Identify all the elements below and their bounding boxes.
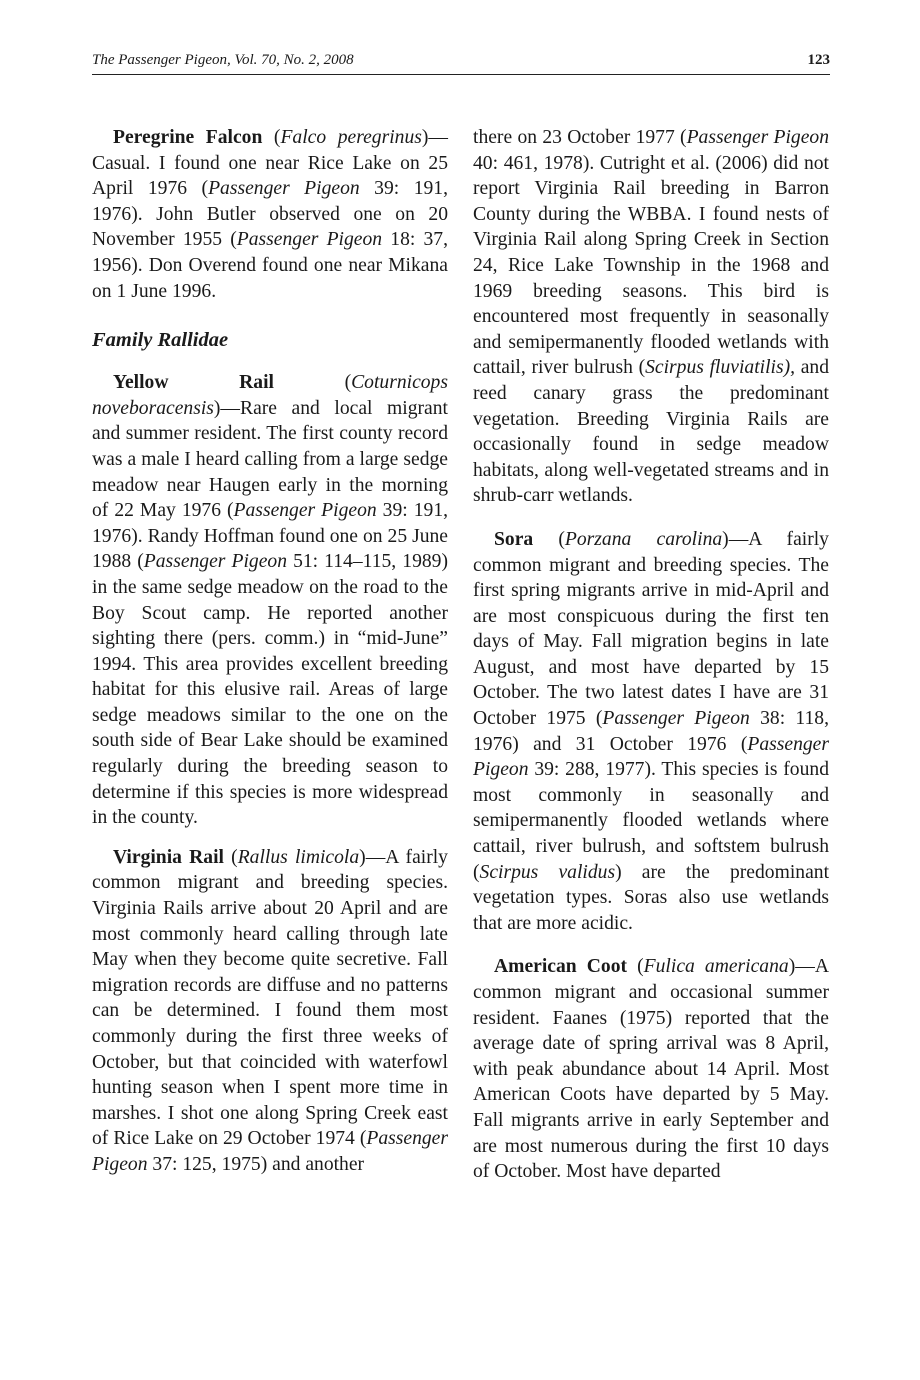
text-span: )—A fairly common migrant and breeding species. Virginia Rails arrive about 20 April and are most commonly heard calling through late May when they become quite secretive. Fall migration records are diffuse and no patterns can be determined. I found them most commonly during the first three weeks of October, but that coincided with waterfowl hunting season when I spent more time in marshes. I shot one along Spring Creek east of Rice Lake on 29 October 1974 ( xyxy=(92,846,448,1150)
text-span: )—A fairly common migrant and breeding species. The first spring migrants arrive in mid-April and are most conspicuous during the first ten days of May. Fall migration begins in late August, and most have departed by 15 October. The two latest dates I have are 31 October 1975 ( xyxy=(473,528,829,730)
scientific-name: Scirpus validus xyxy=(479,861,616,883)
text-span: 40: 461, 1978). Cutright et al. (2006) did not report Virginia Rail breeding in Barron County during the WBBA. I found nests of Virginia Rail along Spring Creek in Section 24, Rice Lake Township in the 1968 and 1969 breeding seasons. This bird is encountered most frequently in seasonally and semipermanently flooded wetlands with cattail, river bulrush ( xyxy=(473,152,829,379)
text-span: 39: 191, 1976). Randy Hoffman found one on 25 June 1988 ( xyxy=(92,500,449,573)
text-span: 38: 118, 1976) and 31 October 1976 ( xyxy=(473,708,829,755)
species-name: American Coot xyxy=(494,956,628,978)
right-column xyxy=(473,125,829,1185)
scientific-name: Falco peregrinus xyxy=(280,127,422,148)
text-span: there on 23 October 1977 ( xyxy=(473,127,687,148)
journal-citation: Passenger Pigeon xyxy=(686,127,829,148)
journal-title: The Passenger Pigeon, Vol. 70, No. 2, 2008 xyxy=(92,52,354,68)
yellow-rail-entry xyxy=(92,370,448,831)
species-name: Yellow Rail xyxy=(113,372,274,394)
page-number: 123 xyxy=(807,52,830,68)
text-span: 39: 191, 1976). John Butler observed one on 20 November 1955 ( xyxy=(92,178,448,251)
journal-citation: Passenger Pigeon xyxy=(233,500,377,522)
american-coot-entry xyxy=(473,954,829,1184)
species-name: Sora xyxy=(494,528,534,550)
species-name: Virginia Rail xyxy=(113,846,224,868)
peregrine-falcon-entry xyxy=(92,125,448,304)
journal-citation: Passenger Pigeon xyxy=(208,178,360,200)
text-span: )—Casual. I found one near Rice Lake on 25 April 1976 ( xyxy=(92,127,448,200)
text-span: )—Rare and local migrant and summer resident. The first county record was a male I heard calling from a large sedge meadow near Haugen early in the morning of 22 May 1976 ( xyxy=(92,397,448,522)
scientific-name: Porzana carolina xyxy=(564,528,723,550)
text-span: ( xyxy=(273,372,352,394)
text-span: ( xyxy=(627,956,644,978)
text-span: ( xyxy=(223,846,238,868)
virginia-rail-continuation xyxy=(473,125,829,509)
journal-citation: Passenger Pigeon xyxy=(602,708,750,730)
scientific-name: Rallus limicola xyxy=(237,846,360,868)
journal-citation: Passenger Pigeon xyxy=(473,733,829,781)
text-span: )—A common migrant and occasional summer resident. Faanes (1975) reported that the average date of spring arrival was 8 April, with peak abundance about 14 April. Most American Coots have departed by 5 May. Fall migrants arrive in early September and are most numerous during the first 10 days of October. Most have departed xyxy=(473,956,829,1183)
running-header xyxy=(92,50,830,72)
text-span: 37: 125, 1975) and another xyxy=(147,1153,365,1175)
text-span: ( xyxy=(533,528,565,550)
text-span: 18: 37, 1956). Don Overend found one near Mikana on 1 June 1996. xyxy=(92,229,448,302)
scientific-name: Coturnicops noveboracensis xyxy=(92,372,448,419)
scientific-name: Scirpus fluviatilis), xyxy=(645,357,796,379)
text-span: 51: 114–115, 1989) in the same sedge meadow on the road to the Boy Scout camp. He reported another sighting there (pers. comm.) in “mid-June” 1994. This area provides excellent breeding habitat for this elusive rail. Areas of large sedge meadows similar to the one on the south side of Bear Lake should be examined regularly during the breeding season to determine if this species is more widespread in the county. xyxy=(92,551,448,829)
journal-citation: Passenger Pigeon xyxy=(236,229,383,251)
header-rule xyxy=(92,74,830,75)
left-column xyxy=(92,125,448,1178)
text-span: ) are the predominant vegetation types. Soras also use wetlands that are more acidic. xyxy=(473,861,830,934)
sora-entry xyxy=(473,527,829,937)
text-span: ( xyxy=(262,127,281,148)
text-span: 39: 288, 1977). This species is found most commonly in seasonally and semipermanently flooded wetlands where cattail, river bulrush, and softstem bulrush ( xyxy=(473,759,829,883)
scientific-name: Fulica americana xyxy=(643,956,789,978)
species-name: Peregrine Falcon xyxy=(113,127,263,148)
virginia-rail-entry xyxy=(92,845,448,1178)
journal-citation: Passenger Pigeon xyxy=(92,1128,448,1175)
family-heading: Family Rallidae xyxy=(92,329,229,352)
text-span: and reed canary grass the predominant vegetation. Breeding Virginia Rails are occasionally found in sedge meadow habitats, along well-vegetated streams and in shrub-carr wetlands. xyxy=(473,357,829,507)
journal-citation: Passenger Pigeon xyxy=(143,551,287,573)
